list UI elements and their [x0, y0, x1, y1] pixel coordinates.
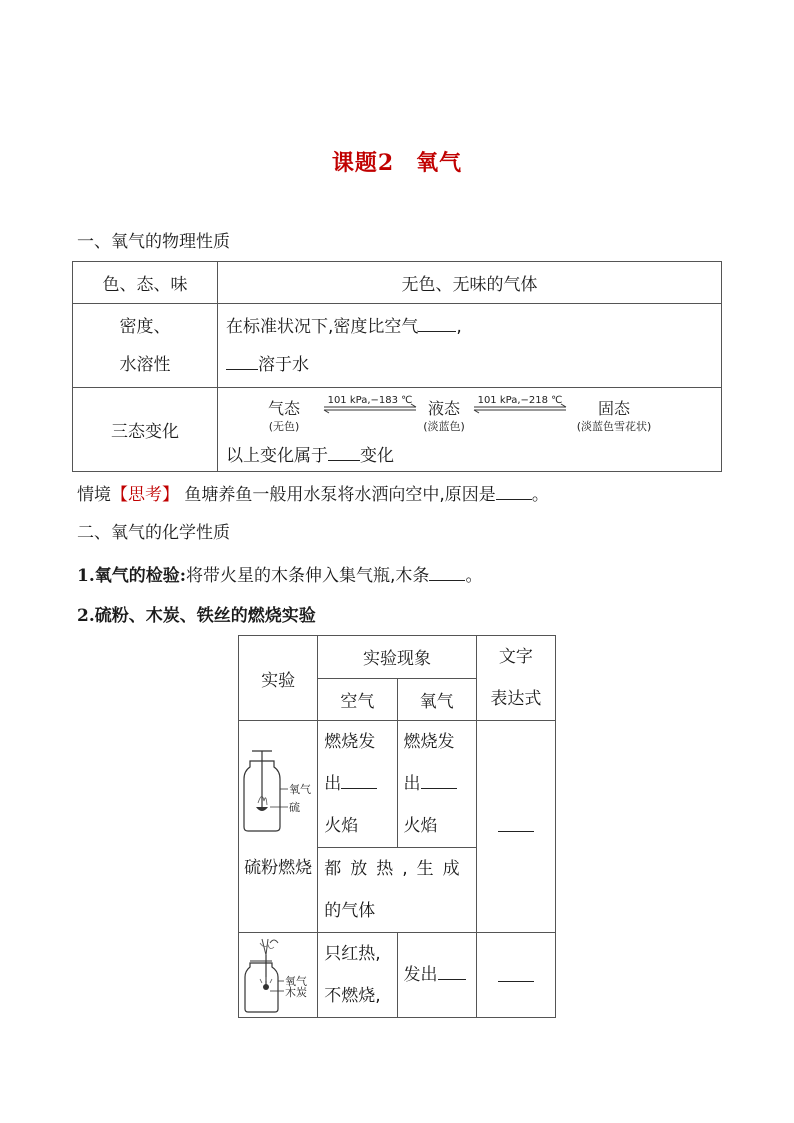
- sulfur-oxygen-cell: 燃烧发 出 火焰: [397, 721, 476, 848]
- sulfur-label: 硫粉燃烧: [244, 858, 313, 878]
- svg-text:木炭: 木炭: [285, 986, 308, 999]
- blank-think[interactable]: [496, 481, 532, 500]
- svg-text:硫: 硫: [289, 801, 301, 814]
- think-line: 情境【思考】 鱼塘养鱼一般用水泵将水洒向空中,原因是 。: [77, 481, 549, 507]
- think-tag: 【思考】: [111, 485, 179, 505]
- sulfur-experiment-cell: [239, 721, 318, 933]
- blank-sulfur-oxygen[interactable]: [421, 770, 457, 789]
- row-density-label: 密度、 水溶性: [73, 304, 218, 388]
- blank-carbon-oxygen[interactable]: [438, 961, 466, 980]
- section1-heading: 一、氧气的物理性质: [77, 232, 230, 252]
- state-gas-note: (无色): [268, 419, 300, 433]
- state-liquid-note: (淡蓝色): [423, 419, 465, 433]
- arrow2-condition: 101 kPa,−218 ℃: [477, 394, 563, 406]
- header-air: 空气: [318, 678, 397, 721]
- state-solid-note: (淡蓝色雪花状): [576, 419, 652, 433]
- state-change-diagram: [226, 392, 716, 438]
- header-formula: 文字 表达式: [476, 636, 555, 721]
- header-phenomenon: 实验现象: [318, 636, 477, 679]
- row-color-content: 无色、无味的气体: [218, 262, 722, 304]
- svg-text:氧气: 氧气: [289, 783, 312, 796]
- blank-solubility[interactable]: [226, 351, 258, 370]
- gas-jar-with-spoon-icon: [240, 749, 316, 835]
- page-title: [0, 146, 794, 177]
- physical-properties-table: [72, 261, 722, 472]
- state-solid: 固态: [597, 398, 631, 418]
- carbon-air-cell: 只红热, 不燃烧,: [318, 933, 397, 1018]
- sulfur-common-cell: 都放热,生成 的气体: [318, 848, 477, 933]
- blank-sulfur-air[interactable]: [341, 770, 377, 789]
- row-states-label: 三态变化: [73, 388, 218, 472]
- state-liquid: 液态: [427, 398, 461, 418]
- combustion-table: [238, 635, 556, 1018]
- header-experiment: 实验: [239, 636, 318, 721]
- svg-text:氧气: 氧气: [285, 975, 308, 988]
- sulfur-formula-cell: [476, 721, 555, 933]
- row-density-content: 在标准状况下,密度比空气 , 溶于水: [218, 304, 722, 388]
- blank-density[interactable]: [418, 313, 456, 332]
- carbon-oxygen-cell: 发出: [397, 933, 476, 1018]
- gas-jar-with-tongs-icon: [240, 935, 316, 1015]
- carbon-experiment-cell: [239, 933, 318, 1018]
- section2-heading: 二、氧气的化学性质: [77, 523, 230, 543]
- lesson-name: 氧气: [416, 150, 463, 176]
- blank-test[interactable]: [429, 562, 465, 581]
- sulfur-air-cell: 燃烧发 出 火焰: [318, 721, 397, 848]
- item1-line: 1.氧气的检验:将带火星的木条伸入集气瓶,木条 。: [77, 562, 482, 588]
- header-oxygen: 氧气: [397, 678, 476, 721]
- carbon-formula-cell: [476, 933, 555, 1018]
- item2-title: 2.硫粉、木炭、铁丝的燃烧实验: [77, 606, 316, 626]
- row-color-label: 色、态、味: [73, 262, 218, 304]
- blank-change-type[interactable]: [328, 442, 360, 461]
- blank-carbon-formula[interactable]: [498, 963, 534, 982]
- lesson-number: 课题2: [331, 150, 395, 176]
- arrow1-condition: 101 kPa,−183 ℃: [327, 394, 413, 406]
- blank-sulfur-formula[interactable]: [498, 813, 534, 832]
- state-conclusion: 以上变化属于 变化: [226, 442, 721, 468]
- row-states-content: [218, 388, 722, 472]
- state-gas: 气态: [267, 398, 301, 418]
